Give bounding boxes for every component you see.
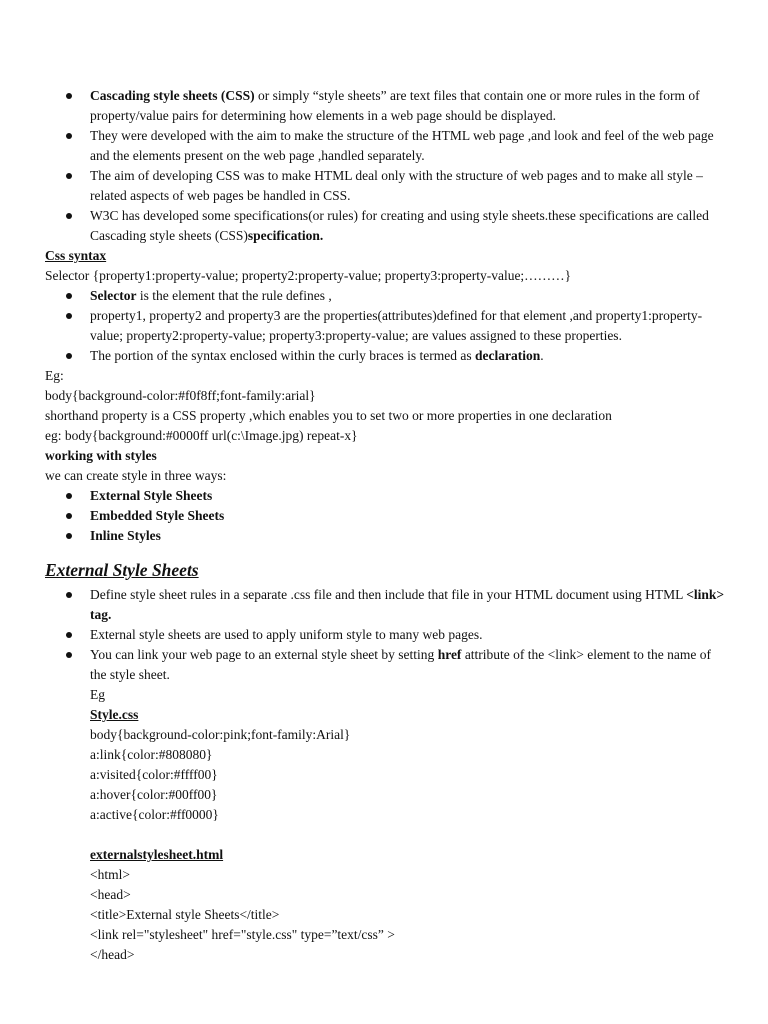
html-code-line: <head> [90,887,131,902]
bullet-icon [66,652,72,658]
list-item: The portion of the syntax enclosed within the curly braces is termed as declaration. [90,346,730,366]
bullet-icon [66,133,72,139]
external-section-title: External Style Sheets [45,560,199,580]
css-syntax-heading: Css syntax [45,248,107,263]
list-item: W3C has developed some specifications(or rules) for creating and using style sheets.these specifications are called Cascading style sheets (CSS)specification. [90,206,730,246]
list-item: The aim of developing CSS was to make HTML deal only with the structure of web pages and to make all style – related aspects of web pages be handled in CSS. [90,166,730,206]
bullet-icon [66,493,72,499]
list-item: You can link your web page to an external style sheet by setting href attribute of the <link> element to the name of the style sheet. [90,645,730,685]
list-item: Embedded Style Sheets [90,506,730,526]
html-code-line: <title>External style Sheets</title> [90,907,280,922]
bullet-icon [66,93,72,99]
html-code-line: </head> [90,947,135,962]
html-code-line: <html> [90,867,130,882]
style-ways-list [0,486,768,546]
shorthand-eg: eg: body{background:#0000ff url(c:\Image.jpg) repeat-x} [45,428,358,443]
external-eg-label: Eg [90,687,105,702]
html-code-line: <link rel="stylesheet" href="style.css" type=”text/css” > [90,927,395,942]
list-item: Inline Styles [90,526,730,546]
css-code-line: body{background-color:pink;font-family:Arial} [90,727,351,742]
list-item: External style sheets are used to apply uniform style to many web pages. [90,625,730,645]
working-intro: we can create style in three ways: [45,468,227,483]
css-code-line: a:hover{color:#00ff00} [90,787,218,802]
bullet-icon [66,213,72,219]
bullet-icon [66,353,72,359]
syntax-bullet-list [0,286,768,366]
style-css-filename: Style.css [90,707,139,722]
css-code-line: a:active{color:#ff0000} [90,807,219,822]
bullet-icon [66,313,72,319]
external-bullet-list [0,585,768,685]
html-filename: externalstylesheet.html [90,847,224,862]
eg-label: Eg: [45,368,64,383]
bullet-icon [66,592,72,598]
selector-syntax-line: Selector {property1:property-value; property2:property-value; property3:property-value;………} [45,268,572,283]
working-heading: working with styles [45,448,157,463]
shorthand-text: shorthand property is a CSS property ,which enables you to set two or more properties in one declaration [45,408,612,423]
list-item: property1, property2 and property3 are the properties(attributes)defined for that element ,and property1:property-value; property2:property-value; property3:property-value; are values assigned to these properties. [90,306,730,346]
css-code-line: a:link{color:#808080} [90,747,213,762]
css-code-line: a:visited{color:#ffff00} [90,767,218,782]
bullet-icon [66,533,72,539]
bullet-icon [66,632,72,638]
list-item: External Style Sheets [90,486,730,506]
list-item: They were developed with the aim to make the structure of the HTML web page ,and look and feel of the web page and the elements present on the web page ,handled separately. [90,126,730,166]
list-item: Selector is the element that the rule defines , [90,286,730,306]
list-item: Cascading style sheets (CSS) or simply “style sheets” are text files that contain one or more rules in the form of property/value pairs for determining how elements in a web page should be displayed. [90,86,730,126]
spacer [0,825,768,845]
bullet-icon [66,293,72,299]
eg-code: body{background-color:#f0f8ff;font-family:arial} [45,388,316,403]
intro-bullet-list [0,86,768,246]
bullet-icon [66,173,72,179]
list-item: Define style sheet rules in a separate .css file and then include that file in your HTML document using HTML <link> tag. [90,585,730,625]
bullet-icon [66,513,72,519]
